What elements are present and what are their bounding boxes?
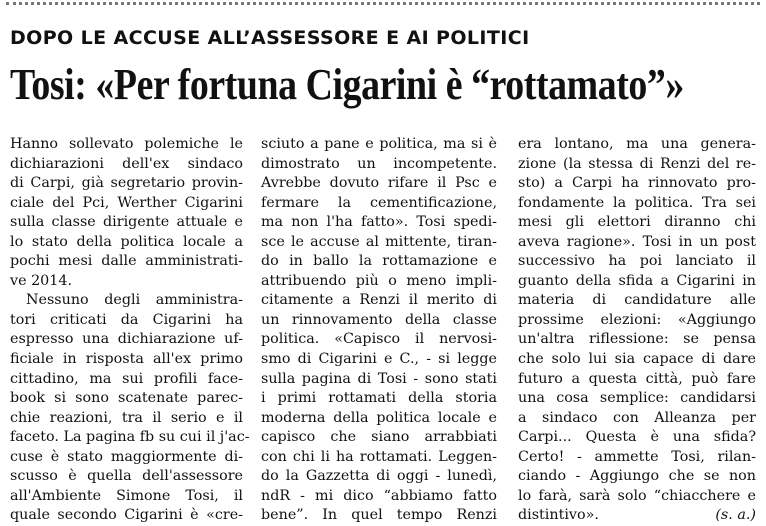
text-line: sulla classe dirigente attuale e xyxy=(10,214,243,231)
text-line: ndR - mi dico “abbiamo fatto xyxy=(261,487,497,504)
text-line-with-signature xyxy=(518,506,756,526)
text-line: lo stato della politica locale a xyxy=(10,233,243,250)
text-line: lo farà, sarà solo “chiacchere e xyxy=(518,487,756,504)
text-line: pochi mesi dalle amministrati- xyxy=(10,253,243,270)
text-line: all'Ambiente Simone Tosi, il xyxy=(10,487,243,504)
text-line: citamente a Renzi il merito di xyxy=(261,292,497,309)
text-line: ciale del Pci, Werther Cigarini xyxy=(10,194,243,211)
text-line: sce le accuse al mittente, tiran- xyxy=(261,233,497,250)
text-line: zione (la stessa di Renzi del re- xyxy=(518,155,756,172)
text-line: book si sono scatenate parec- xyxy=(10,390,243,407)
text-line: bene”. In quel tempo Renzi xyxy=(261,507,497,524)
text-line: do in ballo la rottamazione e xyxy=(261,253,497,270)
text-line: fondamente la politica. Tra sei xyxy=(518,194,756,211)
text-line: faceto. La pagina fb su cui il j'ac- xyxy=(10,429,250,446)
text-line: Nessuno degli amministra- xyxy=(26,292,243,309)
text-line: capisco che siano arrabbiati xyxy=(261,429,497,446)
text-line: futuro a questa città, può fare xyxy=(518,370,756,387)
text-line: ma non l'ha fatto». Tosi spedi- xyxy=(261,214,497,231)
text-line: sulla pagina di Tosi - sono stati xyxy=(261,370,497,387)
article-body xyxy=(10,135,758,524)
text-line: quale secondo Cigarini è «cre- xyxy=(10,507,243,524)
text-line: una cosa semplice: candidarsi xyxy=(518,390,756,407)
text-line-end: distintivo». xyxy=(518,507,599,524)
text-line: con chi li ha rottamati. Leggen- xyxy=(261,448,497,465)
headline: Tosi: «Per fortuna Cigarini è “rottamato”» xyxy=(10,60,684,109)
text-line: chie reazioni, tra il serio e il xyxy=(10,409,243,426)
text-line: ciando - Aggiungo che se non xyxy=(518,468,756,485)
text-line: Carpi... Questa è una sfida? xyxy=(518,429,756,446)
article-column-2 xyxy=(261,135,497,526)
top-dotted-rule xyxy=(6,2,760,5)
text-line: dichiarazioni dell'ex sindaco xyxy=(10,155,243,172)
text-line: fermare la cementificazione, xyxy=(261,194,497,211)
text-line: materia di candidature alle xyxy=(518,292,756,309)
text-line: dimostrato un incompetente. xyxy=(261,155,497,172)
text-line: do la Gazzetta di oggi - lunedì, xyxy=(261,468,497,485)
text-line: era lontano, ma una genera- xyxy=(518,136,756,152)
text-line: cittadino, ma sui profili face- xyxy=(10,370,243,387)
text-line: a sindaco con Alleanza per xyxy=(518,409,756,426)
text-line: Avrebbe dovuto rifare il Psc e xyxy=(261,175,497,192)
text-line: prossime elezioni: «Aggiungo xyxy=(518,311,756,328)
text-line: mesi gli elettori diranno chi xyxy=(518,214,756,231)
text-line: politica. «Capisco il nervosi- xyxy=(261,331,497,348)
text-line: cuse è stato maggiormente di- xyxy=(10,448,243,465)
text-line: Hanno sollevato polemiche le xyxy=(10,136,243,152)
text-line: Certo! - ammette Tosi, rilan- xyxy=(518,448,756,465)
text-line: successivo ha poi lanciato il xyxy=(518,253,756,270)
kicker: DOPO LE ACCUSE ALL’ASSESSORE E AI POLITICI xyxy=(10,27,530,49)
text-line: un'altra riflessione: se pensa xyxy=(518,331,756,348)
text-line: espresso una dichiarazione uf- xyxy=(10,331,243,348)
author-signature: (s. a.) xyxy=(715,507,756,524)
text-line: di Carpi, già segretario provin- xyxy=(10,175,243,192)
text-line: attribuendo più o meno impli- xyxy=(261,272,497,289)
text-line: che solo lui sia capace di dare xyxy=(518,351,756,368)
text-line: tori criticati da Cigarini ha xyxy=(10,311,243,328)
text-line: i primi rottamati della storia xyxy=(261,390,497,407)
article-column-1 xyxy=(10,135,250,526)
text-line: aveva ragione». Tosi in un post xyxy=(518,233,756,250)
article-column-3 xyxy=(518,135,756,526)
text-line: un rinnovamento della classe xyxy=(261,311,497,328)
text-line: scusso è quella dell'assessore xyxy=(10,468,243,485)
text-line: sciuto a pane e politica, ma si è xyxy=(261,136,497,152)
text-line: ficiale in risposta all'ex primo xyxy=(10,351,243,368)
text-line: guanto della sfida a Cigarini in xyxy=(518,272,756,289)
text-line: moderna della politica locale e xyxy=(261,409,497,426)
text-line: sto) a Carpi ha rinnovato pro- xyxy=(518,175,756,192)
text-line: ve 2014. xyxy=(10,272,73,289)
text-line: smo di Cigarini e C., - si legge xyxy=(261,351,497,368)
